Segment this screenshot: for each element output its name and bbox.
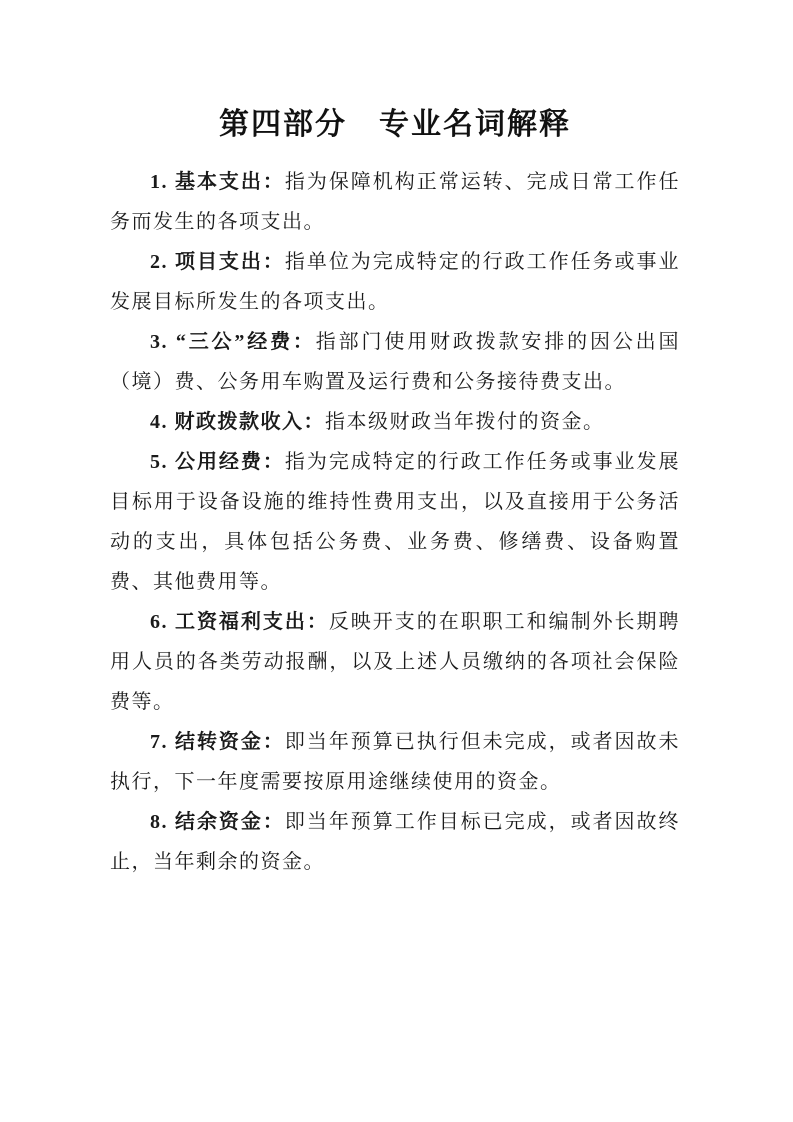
definition-item [110, 162, 680, 242]
term-label: 2. 项目支出： [150, 251, 285, 273]
definition-text: 即当年预算工作目标已完成，或者因故终止，当年剩余的资金。 [110, 811, 681, 873]
definition-text: 指部门使用财政拨款安排的因公出国（境）费、公务用车购置及运行费和公务接待费支出。 [110, 331, 681, 393]
definition-text: 指单位为完成特定的行政工作任务或事业发展目标所发生的各项支出。 [110, 251, 681, 313]
page-content [110, 104, 680, 882]
definitions-list [110, 162, 680, 882]
definition-text: 指为保障机构正常运转、完成日常工作任务而发生的各项支出。 [110, 171, 681, 233]
definition-text: 即当年预算已执行但未完成，或者因故未执行，下一年度需要按原用途继续使用的资金。 [110, 731, 681, 793]
term-label: 8. 结余资金： [150, 811, 285, 833]
term-label: 5. 公用经费： [150, 451, 285, 473]
definition-item [110, 322, 680, 402]
term-label: 3. “三公”经费： [150, 331, 316, 353]
term-label: 1. 基本支出： [150, 171, 285, 193]
definition-item [110, 602, 680, 722]
definition-text: 指本级财政当年拨付的资金。 [325, 411, 605, 433]
definition-item [110, 442, 680, 602]
definition-text: 反映开支的在职职工和编制外长期聘用人员的各类劳动报酬，以及上述人员缴纳的各项社会保险费等。 [110, 611, 681, 713]
definition-item [110, 402, 680, 442]
definition-text: 指为完成特定的行政工作任务或事业发展目标用于设备设施的维持性费用支出，以及直接用于公务活动的支出，具体包括公务费、业务费、修缮费、设备购置费、其他费用等。 [110, 451, 681, 593]
definition-item [110, 722, 680, 802]
page-title: 第四部分 专业名词解释 [219, 108, 571, 141]
term-label: 7. 结转资金： [150, 731, 285, 753]
definition-item [110, 802, 680, 882]
definition-item [110, 242, 680, 322]
term-label: 4. 财政拨款收入： [150, 411, 325, 433]
term-label: 6. 工资福利支出： [150, 611, 329, 633]
